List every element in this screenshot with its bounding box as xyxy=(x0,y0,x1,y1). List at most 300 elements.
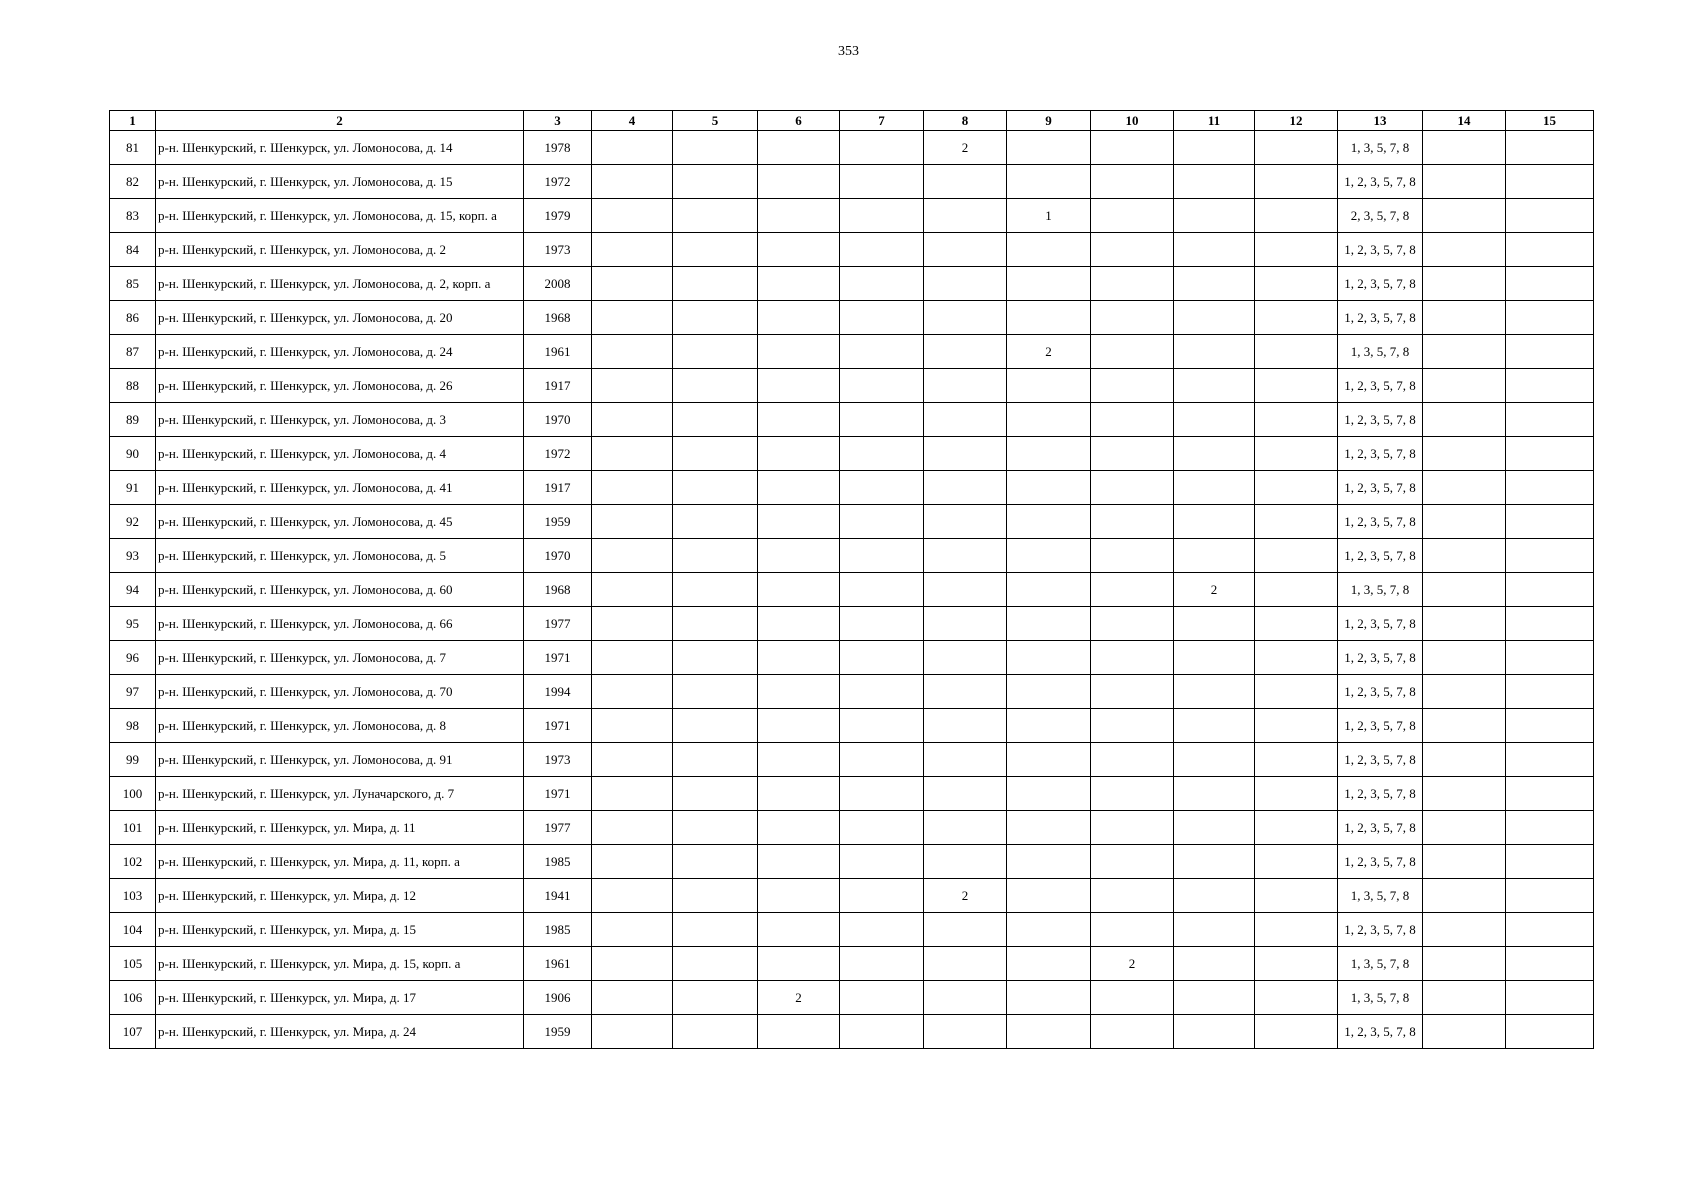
cell-c13: 1, 2, 3, 5, 7, 8 xyxy=(1338,811,1423,845)
table-row xyxy=(110,131,1594,165)
cell-c10 xyxy=(1091,777,1174,811)
cell-c9 xyxy=(1007,165,1091,199)
cell-c10 xyxy=(1091,675,1174,709)
cell-c14 xyxy=(1423,777,1506,811)
cell-addr: р-н. Шенкурский, г. Шенкурск, ул. Мира, д. 15 xyxy=(156,913,524,947)
cell-c5 xyxy=(673,709,758,743)
cell-c11 xyxy=(1174,879,1255,913)
cell-c14 xyxy=(1423,981,1506,1015)
column-header-9: 9 xyxy=(1007,111,1091,131)
cell-c10: 2 xyxy=(1091,947,1174,981)
cell-addr: р-н. Шенкурский, г. Шенкурск, ул. Ломоносова, д. 15 xyxy=(156,165,524,199)
cell-c8 xyxy=(924,607,1007,641)
cell-c10 xyxy=(1091,879,1174,913)
cell-c8 xyxy=(924,233,1007,267)
cell-c7 xyxy=(840,743,924,777)
cell-num: 101 xyxy=(110,811,156,845)
cell-c8 xyxy=(924,811,1007,845)
cell-c8 xyxy=(924,573,1007,607)
cell-c7 xyxy=(840,607,924,641)
cell-c9 xyxy=(1007,369,1091,403)
table-row xyxy=(110,981,1594,1015)
cell-c14 xyxy=(1423,1015,1506,1049)
cell-c4 xyxy=(592,165,673,199)
cell-c4 xyxy=(592,369,673,403)
cell-c14 xyxy=(1423,845,1506,879)
table-row xyxy=(110,811,1594,845)
cell-c8 xyxy=(924,947,1007,981)
cell-year: 1917 xyxy=(524,369,592,403)
cell-c12 xyxy=(1255,131,1338,165)
cell-c15 xyxy=(1506,811,1594,845)
cell-c5 xyxy=(673,267,758,301)
cell-c13: 1, 2, 3, 5, 7, 8 xyxy=(1338,369,1423,403)
cell-num: 83 xyxy=(110,199,156,233)
cell-c7 xyxy=(840,165,924,199)
cell-c5 xyxy=(673,335,758,369)
cell-c10 xyxy=(1091,471,1174,505)
cell-year: 1906 xyxy=(524,981,592,1015)
cell-c12 xyxy=(1255,301,1338,335)
cell-c15 xyxy=(1506,709,1594,743)
cell-c4 xyxy=(592,505,673,539)
cell-c11 xyxy=(1174,981,1255,1015)
cell-c15 xyxy=(1506,267,1594,301)
cell-c9 xyxy=(1007,811,1091,845)
cell-c4 xyxy=(592,573,673,607)
cell-c15 xyxy=(1506,335,1594,369)
cell-year: 1971 xyxy=(524,641,592,675)
cell-c11 xyxy=(1174,777,1255,811)
column-header-2: 2 xyxy=(156,111,524,131)
cell-c11 xyxy=(1174,607,1255,641)
cell-c11 xyxy=(1174,131,1255,165)
cell-c7 xyxy=(840,301,924,335)
cell-c14 xyxy=(1423,199,1506,233)
table-row xyxy=(110,267,1594,301)
column-header-10: 10 xyxy=(1091,111,1174,131)
cell-c6 xyxy=(758,845,840,879)
cell-num: 81 xyxy=(110,131,156,165)
cell-addr: р-н. Шенкурский, г. Шенкурск, ул. Ломоносова, д. 45 xyxy=(156,505,524,539)
cell-c9 xyxy=(1007,301,1091,335)
cell-c11 xyxy=(1174,437,1255,471)
cell-c6 xyxy=(758,641,840,675)
header-row xyxy=(110,111,1594,131)
cell-c12 xyxy=(1255,199,1338,233)
cell-addr: р-н. Шенкурский, г. Шенкурск, ул. Мира, д. 11 xyxy=(156,811,524,845)
cell-c4 xyxy=(592,233,673,267)
cell-c5 xyxy=(673,573,758,607)
cell-c5 xyxy=(673,845,758,879)
cell-c10 xyxy=(1091,301,1174,335)
cell-num: 104 xyxy=(110,913,156,947)
cell-c7 xyxy=(840,879,924,913)
cell-year: 1970 xyxy=(524,403,592,437)
cell-c4 xyxy=(592,199,673,233)
cell-c11 xyxy=(1174,369,1255,403)
cell-c6 xyxy=(758,709,840,743)
cell-c5 xyxy=(673,471,758,505)
table-row xyxy=(110,505,1594,539)
cell-c14 xyxy=(1423,573,1506,607)
cell-year: 1972 xyxy=(524,165,592,199)
cell-c12 xyxy=(1255,981,1338,1015)
cell-num: 91 xyxy=(110,471,156,505)
cell-c5 xyxy=(673,879,758,913)
cell-c9: 2 xyxy=(1007,335,1091,369)
table-row xyxy=(110,573,1594,607)
cell-year: 1977 xyxy=(524,607,592,641)
cell-c5 xyxy=(673,301,758,335)
cell-addr: р-н. Шенкурский, г. Шенкурск, ул. Луначарского, д. 7 xyxy=(156,777,524,811)
cell-c5 xyxy=(673,641,758,675)
cell-c11 xyxy=(1174,505,1255,539)
cell-year: 1973 xyxy=(524,743,592,777)
cell-c10 xyxy=(1091,437,1174,471)
cell-c8 xyxy=(924,743,1007,777)
cell-c9 xyxy=(1007,233,1091,267)
cell-c5 xyxy=(673,403,758,437)
cell-c13: 1, 3, 5, 7, 8 xyxy=(1338,947,1423,981)
cell-c7 xyxy=(840,641,924,675)
cell-c9 xyxy=(1007,845,1091,879)
cell-c4 xyxy=(592,913,673,947)
cell-c10 xyxy=(1091,165,1174,199)
cell-c4 xyxy=(592,879,673,913)
cell-c11 xyxy=(1174,267,1255,301)
cell-num: 93 xyxy=(110,539,156,573)
cell-c11 xyxy=(1174,301,1255,335)
cell-year: 1961 xyxy=(524,335,592,369)
cell-num: 89 xyxy=(110,403,156,437)
cell-c8 xyxy=(924,845,1007,879)
cell-c4 xyxy=(592,301,673,335)
cell-c10 xyxy=(1091,199,1174,233)
cell-c5 xyxy=(673,777,758,811)
table-row xyxy=(110,437,1594,471)
table-row xyxy=(110,743,1594,777)
column-header-6: 6 xyxy=(758,111,840,131)
table-row xyxy=(110,301,1594,335)
cell-addr: р-н. Шенкурский, г. Шенкурск, ул. Ломоносова, д. 2, корп. а xyxy=(156,267,524,301)
cell-c11 xyxy=(1174,1015,1255,1049)
cell-c10 xyxy=(1091,743,1174,777)
cell-c10 xyxy=(1091,1015,1174,1049)
cell-c4 xyxy=(592,539,673,573)
cell-c14 xyxy=(1423,913,1506,947)
cell-year: 1972 xyxy=(524,437,592,471)
cell-c9 xyxy=(1007,505,1091,539)
cell-num: 90 xyxy=(110,437,156,471)
cell-c15 xyxy=(1506,1015,1594,1049)
column-header-13: 13 xyxy=(1338,111,1423,131)
cell-c4 xyxy=(592,335,673,369)
cell-c9 xyxy=(1007,267,1091,301)
cell-c6 xyxy=(758,675,840,709)
column-header-8: 8 xyxy=(924,111,1007,131)
cell-c15 xyxy=(1506,845,1594,879)
cell-c14 xyxy=(1423,131,1506,165)
cell-c7 xyxy=(840,471,924,505)
cell-c14 xyxy=(1423,709,1506,743)
cell-c8 xyxy=(924,913,1007,947)
cell-c13: 1, 2, 3, 5, 7, 8 xyxy=(1338,777,1423,811)
cell-c4 xyxy=(592,131,673,165)
cell-year: 1994 xyxy=(524,675,592,709)
cell-addr: р-н. Шенкурский, г. Шенкурск, ул. Мира, д. 17 xyxy=(156,981,524,1015)
cell-c9 xyxy=(1007,879,1091,913)
cell-c12 xyxy=(1255,233,1338,267)
cell-c8 xyxy=(924,777,1007,811)
cell-addr: р-н. Шенкурский, г. Шенкурск, ул. Ломоносова, д. 7 xyxy=(156,641,524,675)
cell-c14 xyxy=(1423,267,1506,301)
cell-c8: 2 xyxy=(924,131,1007,165)
cell-c7 xyxy=(840,981,924,1015)
cell-c12 xyxy=(1255,505,1338,539)
cell-c15 xyxy=(1506,233,1594,267)
cell-c6 xyxy=(758,743,840,777)
cell-c14 xyxy=(1423,947,1506,981)
cell-c7 xyxy=(840,777,924,811)
cell-c9 xyxy=(1007,675,1091,709)
cell-c14 xyxy=(1423,607,1506,641)
cell-c15 xyxy=(1506,199,1594,233)
cell-c10 xyxy=(1091,913,1174,947)
cell-c4 xyxy=(592,267,673,301)
cell-c11 xyxy=(1174,233,1255,267)
cell-addr: р-н. Шенкурский, г. Шенкурск, ул. Мира, д. 11, корп. а xyxy=(156,845,524,879)
cell-c12 xyxy=(1255,267,1338,301)
cell-c4 xyxy=(592,607,673,641)
cell-c10 xyxy=(1091,845,1174,879)
cell-c15 xyxy=(1506,505,1594,539)
cell-addr: р-н. Шенкурский, г. Шенкурск, ул. Ломоносова, д. 8 xyxy=(156,709,524,743)
column-header-3: 3 xyxy=(524,111,592,131)
cell-c4 xyxy=(592,471,673,505)
cell-addr: р-н. Шенкурский, г. Шенкурск, ул. Мира, д. 12 xyxy=(156,879,524,913)
cell-addr: р-н. Шенкурский, г. Шенкурск, ул. Ломоносова, д. 15, корп. а xyxy=(156,199,524,233)
cell-c7 xyxy=(840,131,924,165)
cell-c5 xyxy=(673,437,758,471)
cell-c14 xyxy=(1423,301,1506,335)
cell-c9 xyxy=(1007,981,1091,1015)
cell-c15 xyxy=(1506,675,1594,709)
cell-c6 xyxy=(758,403,840,437)
cell-c4 xyxy=(592,811,673,845)
cell-c14 xyxy=(1423,335,1506,369)
cell-c13: 1, 2, 3, 5, 7, 8 xyxy=(1338,607,1423,641)
cell-c6 xyxy=(758,335,840,369)
cell-year: 1917 xyxy=(524,471,592,505)
cell-c12 xyxy=(1255,709,1338,743)
cell-addr: р-н. Шенкурский, г. Шенкурск, ул. Ломоносова, д. 5 xyxy=(156,539,524,573)
cell-c13: 1, 2, 3, 5, 7, 8 xyxy=(1338,845,1423,879)
table-row xyxy=(110,879,1594,913)
table-row xyxy=(110,845,1594,879)
cell-c15 xyxy=(1506,573,1594,607)
cell-c4 xyxy=(592,743,673,777)
cell-c4 xyxy=(592,845,673,879)
cell-c6 xyxy=(758,131,840,165)
cell-c11 xyxy=(1174,845,1255,879)
column-header-14: 14 xyxy=(1423,111,1506,131)
cell-c7 xyxy=(840,199,924,233)
cell-c15 xyxy=(1506,301,1594,335)
cell-addr: р-н. Шенкурский, г. Шенкурск, ул. Ломоносова, д. 14 xyxy=(156,131,524,165)
cell-year: 1961 xyxy=(524,947,592,981)
cell-c7 xyxy=(840,505,924,539)
cell-c5 xyxy=(673,199,758,233)
table-row xyxy=(110,165,1594,199)
cell-c7 xyxy=(840,369,924,403)
cell-num: 96 xyxy=(110,641,156,675)
cell-addr: р-н. Шенкурский, г. Шенкурск, ул. Ломоносова, д. 70 xyxy=(156,675,524,709)
cell-c5 xyxy=(673,607,758,641)
cell-c8 xyxy=(924,369,1007,403)
cell-addr: р-н. Шенкурский, г. Шенкурск, ул. Мира, д. 15, корп. а xyxy=(156,947,524,981)
cell-c4 xyxy=(592,675,673,709)
cell-c8 xyxy=(924,165,1007,199)
cell-c10 xyxy=(1091,267,1174,301)
cell-c9 xyxy=(1007,403,1091,437)
cell-c7 xyxy=(840,335,924,369)
column-header-11: 11 xyxy=(1174,111,1255,131)
registry-table xyxy=(109,110,1594,1049)
cell-c4 xyxy=(592,709,673,743)
cell-year: 1973 xyxy=(524,233,592,267)
cell-c14 xyxy=(1423,369,1506,403)
cell-c6 xyxy=(758,165,840,199)
cell-num: 92 xyxy=(110,505,156,539)
cell-c10 xyxy=(1091,131,1174,165)
cell-c4 xyxy=(592,947,673,981)
cell-c6 xyxy=(758,505,840,539)
cell-c14 xyxy=(1423,539,1506,573)
cell-c15 xyxy=(1506,165,1594,199)
cell-c6: 2 xyxy=(758,981,840,1015)
cell-c6 xyxy=(758,573,840,607)
cell-year: 1978 xyxy=(524,131,592,165)
cell-c8 xyxy=(924,267,1007,301)
cell-addr: р-н. Шенкурский, г. Шенкурск, ул. Ломоносова, д. 4 xyxy=(156,437,524,471)
cell-c8 xyxy=(924,335,1007,369)
table-row xyxy=(110,675,1594,709)
cell-c8: 2 xyxy=(924,879,1007,913)
cell-c11 xyxy=(1174,675,1255,709)
cell-c9 xyxy=(1007,947,1091,981)
cell-year: 1959 xyxy=(524,1015,592,1049)
cell-c5 xyxy=(673,505,758,539)
cell-year: 1970 xyxy=(524,539,592,573)
cell-c10 xyxy=(1091,641,1174,675)
table-row xyxy=(110,335,1594,369)
cell-addr: р-н. Шенкурский, г. Шенкурск, ул. Ломоносова, д. 41 xyxy=(156,471,524,505)
cell-c14 xyxy=(1423,675,1506,709)
cell-year: 1959 xyxy=(524,505,592,539)
cell-c6 xyxy=(758,1015,840,1049)
cell-c10 xyxy=(1091,811,1174,845)
cell-c9 xyxy=(1007,1015,1091,1049)
cell-c5 xyxy=(673,913,758,947)
table-row xyxy=(110,607,1594,641)
cell-c7 xyxy=(840,845,924,879)
cell-c12 xyxy=(1255,539,1338,573)
cell-num: 86 xyxy=(110,301,156,335)
cell-year: 1977 xyxy=(524,811,592,845)
cell-year: 1985 xyxy=(524,913,592,947)
column-header-7: 7 xyxy=(840,111,924,131)
cell-c6 xyxy=(758,947,840,981)
cell-year: 1971 xyxy=(524,777,592,811)
cell-c6 xyxy=(758,471,840,505)
cell-c5 xyxy=(673,981,758,1015)
table-body xyxy=(110,131,1594,1049)
cell-c12 xyxy=(1255,471,1338,505)
table-row xyxy=(110,777,1594,811)
cell-c13: 1, 3, 5, 7, 8 xyxy=(1338,981,1423,1015)
cell-c8 xyxy=(924,709,1007,743)
cell-c6 xyxy=(758,607,840,641)
cell-c13: 1, 3, 5, 7, 8 xyxy=(1338,131,1423,165)
cell-c11 xyxy=(1174,811,1255,845)
table-row xyxy=(110,641,1594,675)
cell-c7 xyxy=(840,233,924,267)
cell-c14 xyxy=(1423,505,1506,539)
cell-c14 xyxy=(1423,437,1506,471)
cell-c4 xyxy=(592,777,673,811)
cell-c12 xyxy=(1255,641,1338,675)
cell-c12 xyxy=(1255,403,1338,437)
cell-c5 xyxy=(673,539,758,573)
cell-year: 1971 xyxy=(524,709,592,743)
cell-c15 xyxy=(1506,539,1594,573)
cell-c13: 1, 2, 3, 5, 7, 8 xyxy=(1338,641,1423,675)
cell-c6 xyxy=(758,539,840,573)
cell-c14 xyxy=(1423,641,1506,675)
cell-num: 103 xyxy=(110,879,156,913)
cell-c8 xyxy=(924,403,1007,437)
cell-num: 107 xyxy=(110,1015,156,1049)
table-row xyxy=(110,1015,1594,1049)
cell-c7 xyxy=(840,913,924,947)
column-header-4: 4 xyxy=(592,111,673,131)
cell-c13: 1, 2, 3, 5, 7, 8 xyxy=(1338,539,1423,573)
cell-c5 xyxy=(673,1015,758,1049)
cell-c15 xyxy=(1506,641,1594,675)
cell-c13: 1, 2, 3, 5, 7, 8 xyxy=(1338,301,1423,335)
cell-c8 xyxy=(924,437,1007,471)
cell-c6 xyxy=(758,199,840,233)
cell-c6 xyxy=(758,913,840,947)
cell-c8 xyxy=(924,505,1007,539)
cell-c6 xyxy=(758,777,840,811)
cell-c6 xyxy=(758,437,840,471)
cell-c13: 1, 2, 3, 5, 7, 8 xyxy=(1338,913,1423,947)
cell-c15 xyxy=(1506,947,1594,981)
cell-c7 xyxy=(840,1015,924,1049)
cell-c10 xyxy=(1091,539,1174,573)
cell-c11 xyxy=(1174,471,1255,505)
cell-c8 xyxy=(924,981,1007,1015)
cell-num: 106 xyxy=(110,981,156,1015)
cell-c15 xyxy=(1506,879,1594,913)
cell-c10 xyxy=(1091,709,1174,743)
table-row xyxy=(110,471,1594,505)
cell-c9 xyxy=(1007,437,1091,471)
cell-c14 xyxy=(1423,743,1506,777)
cell-num: 100 xyxy=(110,777,156,811)
